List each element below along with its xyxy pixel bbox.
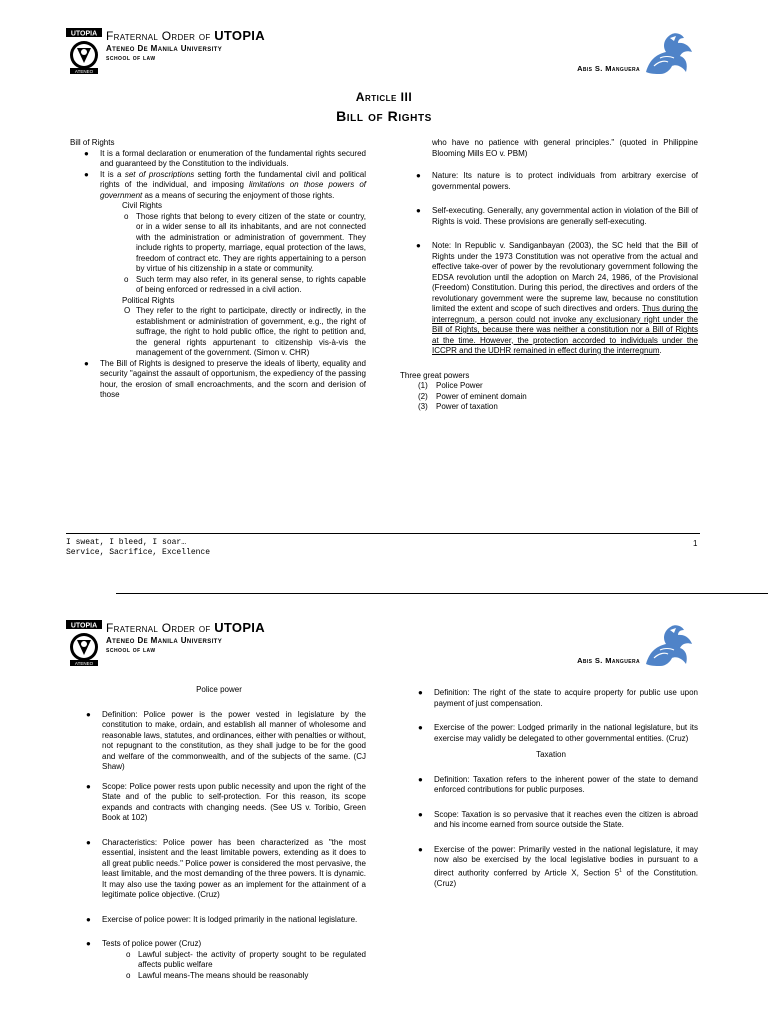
list-item-text: Exercise of police power: It is lodged primarily in the national legislature. xyxy=(102,914,358,924)
griffin-icon xyxy=(640,620,694,670)
list-item xyxy=(404,688,698,709)
bullet-icon: ● xyxy=(86,939,91,948)
list-item-text: Definition: The right of the state to acquire property for public use upon payment of just compensation. xyxy=(434,688,698,708)
sub-list-item-text: Those rights that belong to every citizen of the state or country, or in a wider sense to all its inhabitants, and are not connected with the administration or administration of government. They include rights to property, marriage, equal protection of the laws, freedom of contract etc. They are rights appertaining to a person by virtue of his citizenship in a state or community. xyxy=(136,211,366,273)
list-item xyxy=(402,241,698,357)
list-item-text: Tests of police power (Cruz) xyxy=(102,939,202,948)
list-item xyxy=(70,170,366,202)
list-item xyxy=(402,206,698,227)
bullet-icon: ● xyxy=(418,723,423,732)
list-item xyxy=(72,939,366,950)
circle-bullet-icon: o xyxy=(124,211,129,221)
sub-list-item xyxy=(72,971,366,982)
numbered-item xyxy=(402,402,698,413)
utopia-seal-logo xyxy=(66,620,102,666)
page1-left-column xyxy=(70,138,366,401)
org-prefix: Fraternal Order of xyxy=(106,621,211,635)
circle-bullet-icon: o xyxy=(126,949,131,959)
author-name: Abis S. Manguera xyxy=(577,656,640,665)
three-powers-heading: Three great powers xyxy=(400,370,470,380)
university-name: Ateneo De Manila University xyxy=(106,44,223,53)
list-item-text: It is a formal declaration or enumeration of the fundamental rights secured and guaranteed by the Constitution to the individuals. xyxy=(100,148,366,168)
griffin-icon xyxy=(640,28,694,78)
list-item-text: Definition: Taxation refers to the inherent power of the state to demand enforced contributions for public purposes. xyxy=(434,774,698,794)
bullet-icon: ● xyxy=(86,781,91,791)
page-header xyxy=(66,620,706,670)
list-item xyxy=(404,723,698,744)
sub-list-item-text: They refer to the right to participate, directly or indirectly, in the establishment or administration of government, e.g., the right of suffrage, the right to hold public office, the right to petition and, the general rights appurtenant to citizenship vis-à-vis the management of the government. (Simon v. CHR) xyxy=(136,306,366,357)
bullet-icon: ● xyxy=(418,688,423,697)
sub-list-item xyxy=(70,306,366,359)
org-prefix: Fraternal Order of xyxy=(106,29,211,43)
footnote-marker[interactable]: 1 xyxy=(619,867,622,874)
list-item-text: Nature: Its nature is to protect individuals from arbitrary exercise of governmental powers. xyxy=(432,171,698,191)
logo-text: UTOPIA xyxy=(70,622,98,630)
item-number: (1) xyxy=(418,381,428,390)
sub-list-item xyxy=(72,950,366,971)
text-run: It is a xyxy=(100,169,125,179)
logo-text-bottom: ATENEO xyxy=(74,661,94,666)
bullet-icon: ● xyxy=(418,844,423,854)
item-number: (2) xyxy=(418,391,428,401)
list-item-text: Scope: Taxation is so pervasive that it reaches even the citizen is abroad and his income earned from source outside the State. xyxy=(434,809,698,829)
continued-text: who have no patience with general principles." (quoted in Philippine Blooming Mills EO v. PBM) xyxy=(432,138,698,158)
list-item xyxy=(70,359,366,401)
org-name: UTOPIA xyxy=(214,28,265,43)
bullet-icon: ● xyxy=(416,171,421,180)
sub-list-item xyxy=(70,212,366,275)
list-item xyxy=(72,915,366,926)
list-item-text: Exercise of the power: Primarily vested in the national legislature, it may now also be exercised by the local legislative bodies in pursuant to a direct authority conferred by Article X, Section 5 xyxy=(434,844,698,878)
list-item xyxy=(402,171,698,192)
sub-list-item-text: Lawful subject- the activity of property sought to be regulated affects public welfare xyxy=(138,949,366,969)
subheading-civil-rights: Civil Rights xyxy=(122,201,163,210)
org-title xyxy=(106,620,265,635)
bullet-icon: ● xyxy=(86,837,91,847)
note-text: Note: In Republic v. Sandiganbayan (2003), the SC held that the Bill of Rights under the 1973 Constitution was not operative from the actual and effective take-over of power by the revolutionary government following the EDSA revolution until the adoption on March 24, 1986, of the Provisional (Freedom) Constitution. During this period, the directives and orders of the revolutionary government were the supreme law, because no constitution limited the extent and scope of such directives and orders. xyxy=(432,241,698,313)
list-item xyxy=(72,710,366,773)
footer-values: Service, Sacrifice, Excellence xyxy=(66,548,211,557)
school-name: school of law xyxy=(106,647,156,654)
sub-list-item xyxy=(70,275,366,296)
italic-text: set of proscriptions xyxy=(124,169,195,179)
list-item-text: Characteristics: Police power has been characterized as "the most essential, insistent and the least limitable powers, extending as it does to all great public needs." Police power is considered the most pervasive, the least limitable, and the most demanding of the three powers. It is dynamic. It may also use the taxing power as an implement for the attainment of a legitimate police objective. (Cruz) xyxy=(102,837,366,899)
item-number: (3) xyxy=(418,402,428,411)
list-item-text: Definition: Police power is the power vested in legislature by the constitution to make, ordain, and establish all manner of wholesome and reasonable laws, statutes, and ordinances, either with penalties or without, not repugnant to the constitution, as they shall judge to be for the good and welfare of the commonwealth, and of the subjects of the same. (CJ Shaw) xyxy=(102,709,366,771)
bullet-icon: ● xyxy=(84,358,89,368)
underlined-text: Thus during the interregnum, a person could not invoke any exclusionary right under the Bill of Rights, because there was neither a constitution nor a Bill of Rights at the time. However, the protection accorded to individuals under the ICCPR and the UDHR remained in effect during the interregnum xyxy=(432,304,698,355)
author-name: Abis S. Manguera xyxy=(577,64,640,73)
item-text: Power of eminent domain xyxy=(436,391,527,401)
subheading-political-rights: Political Rights xyxy=(122,295,175,305)
bullet-icon: ● xyxy=(84,148,89,158)
list-item-text: Self-executing. Generally, any governmental action in violation of the Bill of Rights is void. These provisions are generally self-executing. xyxy=(432,206,698,226)
bullet-icon: ● xyxy=(418,809,423,819)
page2-left-column xyxy=(72,685,366,981)
bullet-icon: ● xyxy=(86,914,91,924)
hollow-bullet-icon: O xyxy=(124,306,131,315)
section-heading: Bill of Rights xyxy=(70,138,115,147)
page-header xyxy=(66,28,706,78)
org-name: UTOPIA xyxy=(214,620,265,635)
list-item xyxy=(404,810,698,831)
logo-text: UTOPIA xyxy=(70,30,98,38)
university-name: Ateneo De Manila University xyxy=(106,636,223,645)
section-heading: Police power xyxy=(196,685,242,694)
utopia-seal-logo xyxy=(66,28,102,74)
page2-right-column xyxy=(404,688,698,889)
org-title xyxy=(106,28,265,43)
list-item xyxy=(72,838,366,901)
school-name: school of law xyxy=(106,55,156,62)
article-title: Bill of Rights xyxy=(336,108,432,124)
footer-divider xyxy=(66,533,700,534)
list-item-text: Scope: Police power rests upon public necessity and upon the right of the State and of the public to self-protection. For this reason, its scope expands and contracts with changing needs. (See US v. Toribio, Green Book at 102) xyxy=(102,781,366,822)
footer-motto: I sweat, I bleed, I soar… xyxy=(66,538,187,547)
text-run: setting forth the fundamental civil and political rights of the individual, and imposing xyxy=(100,169,366,189)
circle-bullet-icon: o xyxy=(124,274,129,284)
list-item xyxy=(72,782,366,824)
sub-list-item-text: Lawful means-The means should be reasonably xyxy=(138,970,309,980)
italic-text: limitations on those powers of government xyxy=(100,180,366,200)
sub-list-item-text: Such term may also refer, in its general sense, to rights capable of being enforced or redressed in a civil action. xyxy=(136,274,366,294)
page-number: 1 xyxy=(693,539,698,548)
page1-right-column xyxy=(402,138,698,413)
item-text: Police Power xyxy=(436,381,483,390)
list-item-text: The Bill of Rights is designed to preserve the ideals of liberty, equality and security "against the assault of opportunism, the expediency of the passing hour, the erosion of small encroachments, and the scorn and derision of those xyxy=(100,358,366,399)
text-run: of the Constitution. (Cruz) xyxy=(434,868,698,888)
circle-bullet-icon: o xyxy=(126,970,131,980)
article-number: Article III xyxy=(355,90,413,104)
list-item xyxy=(70,149,366,170)
taxation-heading: Taxation xyxy=(536,750,566,759)
bullet-icon: ● xyxy=(86,709,91,719)
logo-text-bottom: ATENEO xyxy=(74,69,94,74)
bullet-icon: ● xyxy=(416,206,421,215)
text-run: as a means of securing the enjoyment of those rights. xyxy=(142,190,335,200)
item-text: Power of taxation xyxy=(436,402,498,411)
text-run: . xyxy=(659,346,662,355)
bullet-icon: ● xyxy=(418,774,423,784)
document-page-2 xyxy=(0,592,768,1024)
list-item xyxy=(404,845,698,890)
bullet-icon: ● xyxy=(84,169,89,179)
bullet-icon: ● xyxy=(416,241,421,250)
list-item-text: Exercise of the power: Lodged primarily in the national legislature, but its exercise may validly be delegated to other governmental entities. (Cruz) xyxy=(434,723,698,743)
numbered-item xyxy=(402,392,698,403)
numbered-item xyxy=(402,381,698,392)
list-item xyxy=(404,775,698,796)
